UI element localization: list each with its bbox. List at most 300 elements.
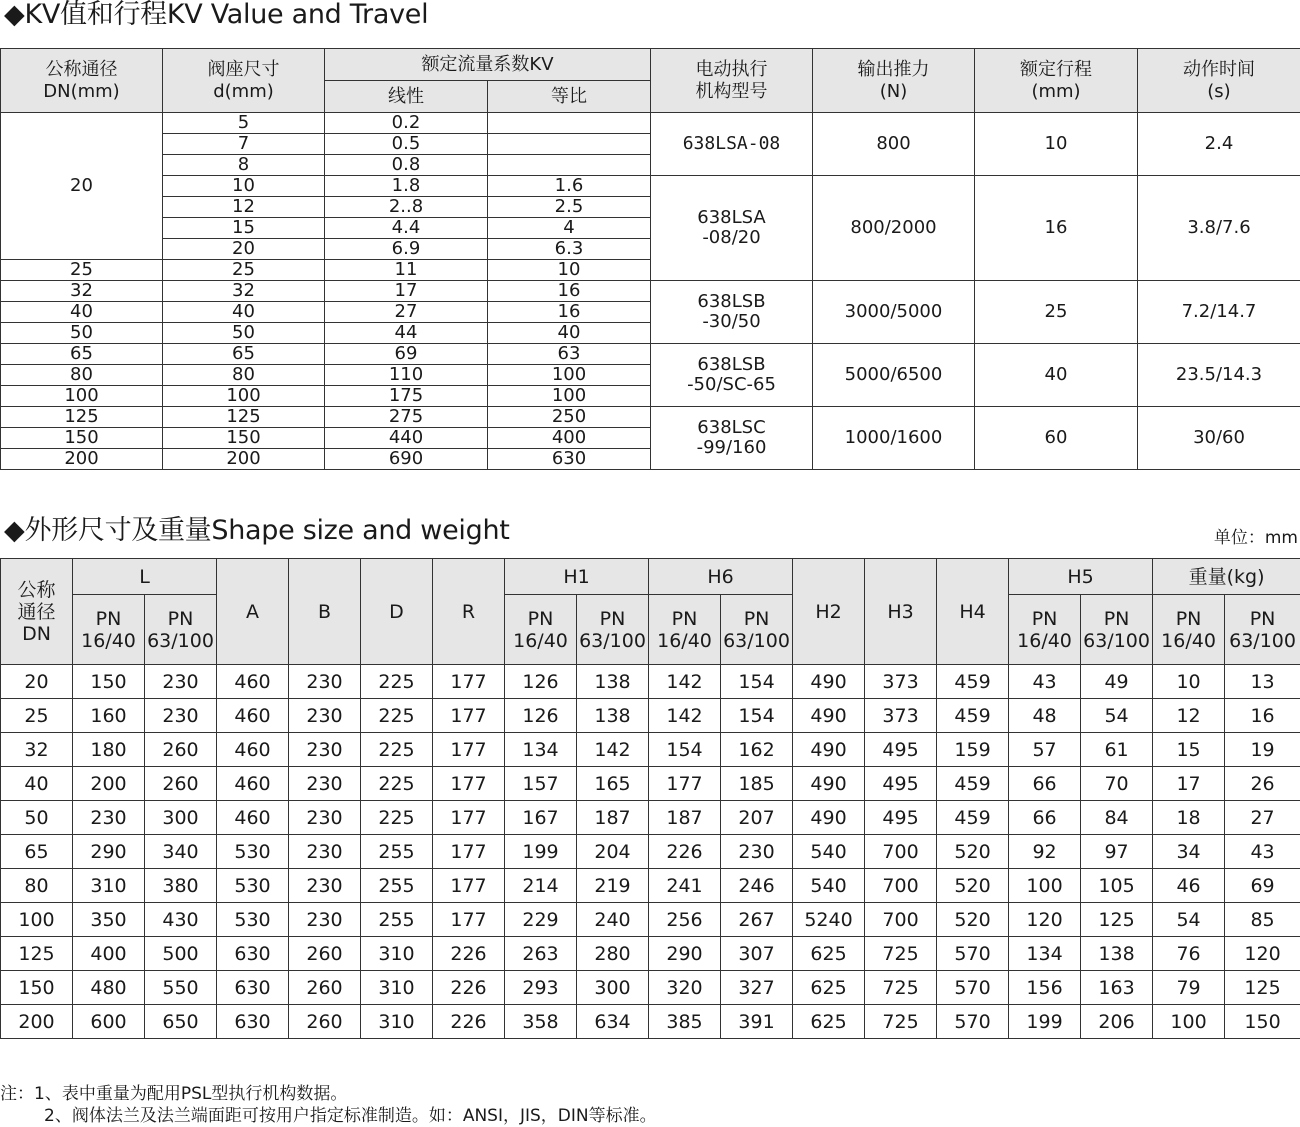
cell-kv-linear: 690 [325, 449, 488, 470]
cell-seat-size: 20 [163, 239, 325, 260]
cell-weight-pn-low: 46 [1153, 869, 1225, 903]
cell-dn: 80 [1, 365, 163, 386]
cell-H4: 459 [937, 665, 1009, 699]
cell-actuator-model: 638LSB -30/50 [651, 281, 813, 344]
cell-H2: 625 [793, 971, 865, 1005]
cell-H6-pn-low: 142 [649, 699, 721, 733]
cell-kv-equal: 100 [488, 386, 651, 407]
cell-weight-pn-low: 34 [1153, 835, 1225, 869]
header-dn: 公称通径 DN(mm) [1, 49, 163, 113]
cell-H5-pn-high: 61 [1081, 733, 1153, 767]
cell-D: 255 [361, 835, 433, 869]
cell-seat-size: 5 [163, 113, 325, 134]
cell-H6-pn-high: 207 [721, 801, 793, 835]
header-D: D [361, 559, 433, 665]
cell-H6-pn-high: 307 [721, 937, 793, 971]
cell-kv-linear: 0.8 [325, 155, 488, 176]
cell-R: 177 [433, 767, 505, 801]
cell-kv-linear: 6.9 [325, 239, 488, 260]
cell-H6-pn-high: 391 [721, 1005, 793, 1039]
cell-seat-size: 32 [163, 281, 325, 302]
header-weight-pn-high: PN 63/100 [1225, 595, 1300, 665]
cell-output-thrust: 800 [813, 113, 975, 176]
cell-H3: 725 [865, 971, 937, 1005]
cell-H1-pn-high: 300 [577, 971, 649, 1005]
cell-L-pn-low: 200 [73, 767, 145, 801]
cell-dn: 150 [1, 428, 163, 449]
header-B: B [289, 559, 361, 665]
cell-weight-pn-low: 76 [1153, 937, 1225, 971]
cell-kv-equal: 16 [488, 302, 651, 323]
cell-A: 530 [217, 835, 289, 869]
cell-dn: 32 [1, 733, 73, 767]
cell-weight-pn-low: 10 [1153, 665, 1225, 699]
cell-H5-pn-high: 70 [1081, 767, 1153, 801]
cell-B: 230 [289, 903, 361, 937]
cell-A: 630 [217, 1005, 289, 1039]
cell-H6-pn-high: 230 [721, 835, 793, 869]
shape-row [1, 699, 1300, 733]
shape-row [1, 835, 1300, 869]
cell-seat-size: 7 [163, 134, 325, 155]
cell-weight-pn-high: 27 [1225, 801, 1300, 835]
cell-B: 230 [289, 699, 361, 733]
cell-H3: 700 [865, 903, 937, 937]
header-H1-pn-high: PN 63/100 [577, 595, 649, 665]
cell-dn: 20 [1, 665, 73, 699]
cell-kv-linear: 175 [325, 386, 488, 407]
note-2: 2、阀体法兰及法兰端面距可按用户指定标准制造。如：ANSI，JIS，DIN等标准。 [0, 1105, 657, 1127]
cell-rated-travel: 10 [975, 113, 1138, 176]
cell-D: 310 [361, 971, 433, 1005]
section-title-kv: ◆KV值和行程KV Value and Travel [4, 0, 428, 30]
cell-H2: 490 [793, 767, 865, 801]
cell-L-pn-high: 500 [145, 937, 217, 971]
cell-H5-pn-high: 97 [1081, 835, 1153, 869]
cell-H5-pn-low: 199 [1009, 1005, 1081, 1039]
cell-L-pn-low: 180 [73, 733, 145, 767]
cell-kv-equal: 40 [488, 323, 651, 344]
cell-weight-pn-low: 54 [1153, 903, 1225, 937]
cell-R: 177 [433, 903, 505, 937]
cell-A: 630 [217, 937, 289, 971]
header-L: L [73, 559, 217, 595]
shape-row [1, 1005, 1300, 1039]
cell-H3: 373 [865, 665, 937, 699]
cell-H5-pn-low: 156 [1009, 971, 1081, 1005]
cell-rated-travel: 40 [975, 344, 1138, 407]
kv-row [1, 113, 1300, 134]
cell-D: 255 [361, 869, 433, 903]
cell-H5-pn-low: 66 [1009, 767, 1081, 801]
cell-H1-pn-low: 263 [505, 937, 577, 971]
cell-H1-pn-low: 358 [505, 1005, 577, 1039]
cell-B: 230 [289, 733, 361, 767]
cell-L-pn-low: 290 [73, 835, 145, 869]
cell-R: 177 [433, 699, 505, 733]
cell-H2: 540 [793, 869, 865, 903]
cell-H3: 725 [865, 937, 937, 971]
cell-B: 260 [289, 1005, 361, 1039]
cell-H6-pn-low: 256 [649, 903, 721, 937]
cell-H5-pn-low: 66 [1009, 801, 1081, 835]
header-H5-pn-high: PN 63/100 [1081, 595, 1153, 665]
cell-H3: 495 [865, 733, 937, 767]
cell-H1-pn-low: 157 [505, 767, 577, 801]
cell-seat-size: 100 [163, 386, 325, 407]
cell-H6-pn-high: 162 [721, 733, 793, 767]
cell-weight-pn-high: 16 [1225, 699, 1300, 733]
cell-H6-pn-high: 185 [721, 767, 793, 801]
cell-dn: 25 [1, 260, 163, 281]
cell-seat-size: 50 [163, 323, 325, 344]
cell-H1-pn-high: 165 [577, 767, 649, 801]
cell-H2: 490 [793, 733, 865, 767]
unit-label: 单位：mm [1214, 528, 1298, 548]
cell-seat-size: 125 [163, 407, 325, 428]
shape-row [1, 937, 1300, 971]
cell-A: 460 [217, 733, 289, 767]
cell-R: 226 [433, 1005, 505, 1039]
cell-H5-pn-high: 105 [1081, 869, 1153, 903]
cell-H4: 159 [937, 733, 1009, 767]
cell-dn: 200 [1, 449, 163, 470]
header-dn: 公称 通径 DN [1, 559, 73, 665]
cell-seat-size: 8 [163, 155, 325, 176]
cell-H3: 373 [865, 699, 937, 733]
cell-H1-pn-low: 126 [505, 699, 577, 733]
cell-seat-size: 12 [163, 197, 325, 218]
cell-kv-linear: 11 [325, 260, 488, 281]
cell-L-pn-low: 400 [73, 937, 145, 971]
cell-H6-pn-low: 154 [649, 733, 721, 767]
cell-H4: 520 [937, 869, 1009, 903]
cell-A: 460 [217, 665, 289, 699]
cell-H5-pn-low: 48 [1009, 699, 1081, 733]
cell-D: 225 [361, 801, 433, 835]
cell-kv-equal: 6.3 [488, 239, 651, 260]
cell-D: 310 [361, 937, 433, 971]
cell-H6-pn-low: 142 [649, 665, 721, 699]
header-kv-linear: 线性 [325, 81, 488, 113]
cell-kv-linear: 4.4 [325, 218, 488, 239]
cell-kv-equal [488, 113, 651, 134]
cell-dn: 50 [1, 323, 163, 344]
cell-action-time: 23.5/14.3 [1138, 344, 1300, 407]
cell-kv-linear: 0.5 [325, 134, 488, 155]
cell-weight-pn-low: 79 [1153, 971, 1225, 1005]
cell-dn: 65 [1, 344, 163, 365]
header-H5: H5 [1009, 559, 1153, 595]
cell-R: 177 [433, 733, 505, 767]
cell-H1-pn-low: 293 [505, 971, 577, 1005]
cell-B: 260 [289, 971, 361, 1005]
cell-L-pn-low: 160 [73, 699, 145, 733]
cell-B: 230 [289, 835, 361, 869]
cell-H6-pn-low: 241 [649, 869, 721, 903]
header-L-pn-high: PN 63/100 [145, 595, 217, 665]
cell-H3: 725 [865, 1005, 937, 1039]
cell-A: 630 [217, 971, 289, 1005]
cell-dn: 125 [1, 937, 73, 971]
cell-output-thrust: 5000/6500 [813, 344, 975, 407]
cell-H2: 5240 [793, 903, 865, 937]
cell-L-pn-high: 260 [145, 767, 217, 801]
kv-row [1, 344, 1300, 365]
cell-H1-pn-high: 138 [577, 699, 649, 733]
cell-dn: 32 [1, 281, 163, 302]
cell-weight-pn-high: 26 [1225, 767, 1300, 801]
cell-H1-pn-high: 280 [577, 937, 649, 971]
cell-dn: 40 [1, 302, 163, 323]
cell-rated-travel: 60 [975, 407, 1138, 470]
header-H1: H1 [505, 559, 649, 595]
cell-L-pn-high: 230 [145, 665, 217, 699]
header-H6: H6 [649, 559, 793, 595]
shape-row [1, 903, 1300, 937]
cell-H1-pn-low: 134 [505, 733, 577, 767]
cell-kv-equal: 16 [488, 281, 651, 302]
cell-H1-pn-high: 187 [577, 801, 649, 835]
section-title-shape: ◆外形尺寸及重量Shape size and weight [4, 516, 510, 546]
cell-weight-pn-high: 19 [1225, 733, 1300, 767]
cell-L-pn-low: 480 [73, 971, 145, 1005]
cell-H6-pn-low: 187 [649, 801, 721, 835]
cell-rated-travel: 25 [975, 281, 1138, 344]
cell-dn: 100 [1, 386, 163, 407]
cell-H5-pn-high: 138 [1081, 937, 1153, 971]
cell-kv-equal: 250 [488, 407, 651, 428]
shape-size-table [0, 558, 1300, 1039]
cell-H5-pn-high: 54 [1081, 699, 1153, 733]
cell-kv-linear: 110 [325, 365, 488, 386]
cell-R: 226 [433, 937, 505, 971]
cell-seat-size: 25 [163, 260, 325, 281]
cell-output-thrust: 1000/1600 [813, 407, 975, 470]
header-H4: H4 [937, 559, 1009, 665]
header-kv: 额定流量系数KV [325, 49, 651, 81]
header-R: R [433, 559, 505, 665]
cell-H2: 490 [793, 665, 865, 699]
cell-H1-pn-low: 229 [505, 903, 577, 937]
cell-kv-linear: 2..8 [325, 197, 488, 218]
cell-seat-size: 80 [163, 365, 325, 386]
cell-H2: 540 [793, 835, 865, 869]
cell-H6-pn-high: 267 [721, 903, 793, 937]
header-rated-travel: 额定行程 (mm) [975, 49, 1138, 113]
cell-action-time: 7.2/14.7 [1138, 281, 1300, 344]
cell-H5-pn-high: 84 [1081, 801, 1153, 835]
cell-D: 310 [361, 1005, 433, 1039]
cell-dn: 125 [1, 407, 163, 428]
cell-H6-pn-high: 327 [721, 971, 793, 1005]
cell-H4: 570 [937, 937, 1009, 971]
cell-L-pn-high: 550 [145, 971, 217, 1005]
cell-L-pn-high: 300 [145, 801, 217, 835]
cell-H2: 625 [793, 1005, 865, 1039]
cell-H5-pn-low: 92 [1009, 835, 1081, 869]
cell-kv-equal: 2.5 [488, 197, 651, 218]
cell-H3: 700 [865, 869, 937, 903]
cell-weight-pn-high: 85 [1225, 903, 1300, 937]
cell-seat-size: 40 [163, 302, 325, 323]
cell-kv-equal [488, 155, 651, 176]
cell-L-pn-high: 340 [145, 835, 217, 869]
cell-weight-pn-low: 17 [1153, 767, 1225, 801]
cell-D: 225 [361, 767, 433, 801]
cell-H5-pn-low: 120 [1009, 903, 1081, 937]
cell-H2: 625 [793, 937, 865, 971]
cell-kv-linear: 440 [325, 428, 488, 449]
cell-H6-pn-low: 226 [649, 835, 721, 869]
header-H6-pn-low: PN 16/40 [649, 595, 721, 665]
cell-B: 230 [289, 869, 361, 903]
cell-weight-pn-low: 18 [1153, 801, 1225, 835]
cell-H2: 490 [793, 801, 865, 835]
notes [0, 1083, 657, 1127]
cell-H1-pn-low: 126 [505, 665, 577, 699]
cell-dn: 20 [1, 113, 163, 260]
cell-L-pn-high: 430 [145, 903, 217, 937]
cell-B: 260 [289, 937, 361, 971]
shape-row [1, 869, 1300, 903]
cell-L-pn-high: 260 [145, 733, 217, 767]
cell-H5-pn-high: 125 [1081, 903, 1153, 937]
cell-H1-pn-high: 204 [577, 835, 649, 869]
cell-weight-pn-high: 125 [1225, 971, 1300, 1005]
cell-H1-pn-low: 199 [505, 835, 577, 869]
cell-kv-equal [488, 134, 651, 155]
cell-D: 225 [361, 733, 433, 767]
kv-row [1, 281, 1300, 302]
cell-R: 177 [433, 665, 505, 699]
cell-weight-pn-low: 15 [1153, 733, 1225, 767]
cell-kv-equal: 10 [488, 260, 651, 281]
kv-travel-table [0, 48, 1300, 470]
shape-table-body [1, 665, 1300, 1039]
header-H5-pn-low: PN 16/40 [1009, 595, 1081, 665]
header-actuator-model: 电动执行 机构型号 [651, 49, 813, 113]
header-weight-pn-low: PN 16/40 [1153, 595, 1225, 665]
header-H3: H3 [865, 559, 937, 665]
cell-R: 177 [433, 869, 505, 903]
cell-kv-linear: 44 [325, 323, 488, 344]
cell-kv-linear: 275 [325, 407, 488, 428]
cell-L-pn-low: 150 [73, 665, 145, 699]
cell-H4: 520 [937, 835, 1009, 869]
cell-action-time: 30/60 [1138, 407, 1300, 470]
header-output-thrust: 输出推力 (N) [813, 49, 975, 113]
cell-H5-pn-low: 134 [1009, 937, 1081, 971]
cell-action-time: 2.4 [1138, 113, 1300, 176]
cell-H4: 459 [937, 699, 1009, 733]
cell-L-pn-low: 310 [73, 869, 145, 903]
cell-weight-pn-low: 12 [1153, 699, 1225, 733]
cell-H6-pn-high: 246 [721, 869, 793, 903]
cell-weight-pn-high: 150 [1225, 1005, 1300, 1039]
cell-H1-pn-high: 142 [577, 733, 649, 767]
cell-B: 230 [289, 801, 361, 835]
cell-H1-pn-high: 138 [577, 665, 649, 699]
shape-row [1, 733, 1300, 767]
cell-dn: 80 [1, 869, 73, 903]
cell-weight-pn-high: 120 [1225, 937, 1300, 971]
header-H6-pn-high: PN 63/100 [721, 595, 793, 665]
header-A: A [217, 559, 289, 665]
cell-H1-pn-high: 634 [577, 1005, 649, 1039]
cell-seat-size: 10 [163, 176, 325, 197]
kv-table-body [1, 113, 1300, 470]
cell-output-thrust: 800/2000 [813, 176, 975, 281]
cell-A: 460 [217, 767, 289, 801]
cell-kv-equal: 400 [488, 428, 651, 449]
header-H1-pn-low: PN 16/40 [505, 595, 577, 665]
cell-B: 230 [289, 665, 361, 699]
cell-output-thrust: 3000/5000 [813, 281, 975, 344]
cell-L-pn-low: 350 [73, 903, 145, 937]
kv-row [1, 407, 1300, 428]
cell-dn: 65 [1, 835, 73, 869]
cell-H3: 700 [865, 835, 937, 869]
cell-kv-equal: 630 [488, 449, 651, 470]
cell-actuator-model: 638LSA -08/20 [651, 176, 813, 281]
cell-H6-pn-low: 290 [649, 937, 721, 971]
cell-seat-size: 65 [163, 344, 325, 365]
cell-H1-pn-low: 167 [505, 801, 577, 835]
header-weight: 重量(kg) [1153, 559, 1300, 595]
cell-H5-pn-low: 57 [1009, 733, 1081, 767]
cell-H1-pn-high: 240 [577, 903, 649, 937]
cell-L-pn-high: 650 [145, 1005, 217, 1039]
cell-H1-pn-low: 214 [505, 869, 577, 903]
header-kv-equal: 等比 [488, 81, 651, 113]
cell-H5-pn-high: 49 [1081, 665, 1153, 699]
cell-H3: 495 [865, 801, 937, 835]
cell-rated-travel: 16 [975, 176, 1138, 281]
note-1: 注：1、表中重量为配用PSL型执行机构数据。 [0, 1083, 657, 1105]
cell-dn: 25 [1, 699, 73, 733]
cell-weight-pn-high: 13 [1225, 665, 1300, 699]
cell-H4: 520 [937, 903, 1009, 937]
cell-H5-pn-low: 43 [1009, 665, 1081, 699]
cell-H6-pn-low: 177 [649, 767, 721, 801]
header-H2: H2 [793, 559, 865, 665]
cell-D: 225 [361, 699, 433, 733]
cell-kv-linear: 0.2 [325, 113, 488, 134]
cell-H1-pn-high: 219 [577, 869, 649, 903]
cell-H4: 570 [937, 1005, 1009, 1039]
cell-R: 226 [433, 971, 505, 1005]
header-L-pn-low: PN 16/40 [73, 595, 145, 665]
cell-R: 177 [433, 801, 505, 835]
shape-row [1, 767, 1300, 801]
cell-actuator-model: 638LSC -99/160 [651, 407, 813, 470]
cell-H6-pn-high: 154 [721, 699, 793, 733]
cell-dn: 150 [1, 971, 73, 1005]
cell-H2: 490 [793, 699, 865, 733]
cell-seat-size: 150 [163, 428, 325, 449]
cell-dn: 100 [1, 903, 73, 937]
cell-seat-size: 200 [163, 449, 325, 470]
header-seat-size: 阀座尺寸 d(mm) [163, 49, 325, 113]
cell-D: 225 [361, 665, 433, 699]
cell-A: 460 [217, 699, 289, 733]
cell-dn: 40 [1, 767, 73, 801]
cell-weight-pn-high: 69 [1225, 869, 1300, 903]
cell-kv-linear: 27 [325, 302, 488, 323]
cell-dn: 200 [1, 1005, 73, 1039]
cell-H4: 459 [937, 801, 1009, 835]
